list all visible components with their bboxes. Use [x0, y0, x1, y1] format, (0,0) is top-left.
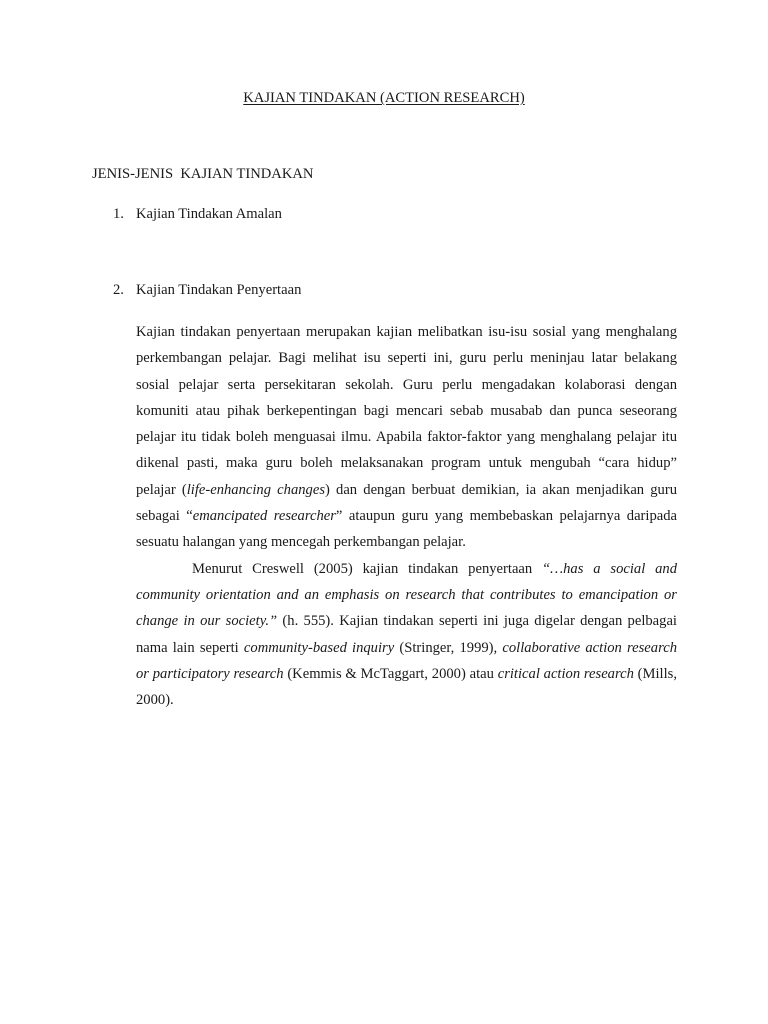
list-item-number: 2. — [113, 282, 124, 298]
paragraph-1 — [136, 319, 677, 556]
paragraph-text: (h. 555). Kajian tindakan seperti ini juga digelar dengan pelbagai nama lain seperti — [136, 613, 677, 656]
list-item-number: 1. — [113, 206, 124, 222]
italic-quote: “…has a social and community orientation and an emphasis on research that contributes to emancipation or change in our society.” — [136, 560, 677, 630]
italic-term: life-enhancing changes — [186, 481, 326, 498]
italic-term: collaborative action research or participatory research — [136, 639, 677, 682]
list-item — [113, 206, 282, 223]
paragraph-text: (Stringer, 1999), — [394, 639, 503, 656]
document-title: KAJIAN TINDAKAN (ACTION RESEARCH) — [243, 90, 525, 106]
paragraph-text: (Mills, 2000). — [136, 665, 677, 709]
paragraph-text: ) dan dengan berbuat demikian, ia akan menjadikan guru sebagai “ — [136, 481, 678, 525]
list-item-label: Kajian Tindakan Amalan — [136, 206, 282, 222]
body-text — [136, 319, 677, 713]
paragraph-text: Menurut Creswell (2005) kajian tindakan penyertaan — [192, 560, 543, 577]
italic-term: critical action research — [497, 665, 634, 682]
italic-term: emancipated researcher — [192, 508, 336, 525]
paragraph-text: (Kemmis & McTaggart, 2000) atau — [283, 665, 498, 682]
section-heading: JENIS-JENIS KAJIAN TINDAKAN — [92, 166, 314, 182]
paragraph-text: Kajian tindakan penyertaan merupakan kajian melibatkan isu-isu sosial yang menghalang perkembangan pelajar. Bagi melihat isu seperti ini, guru perlu meninjau latar belakang sosial pelajar serta persekitaran sekolah. Guru perlu mengadakan kolaborasi dengan komuniti atau pihak berkepentingan bagi mencari sebab musabab dan punca seseorang pelajar itu tidak boleh menguasai ilmu. Apabila faktor-faktor yang menghalang pelajar itu dikenal pasti, maka guru boleh melaksanakan program untuk mengubah “cara hidup” pelajar ( — [136, 324, 677, 498]
list-item-label: Kajian Tindakan Penyertaan — [136, 282, 302, 298]
paragraph-2 — [136, 556, 677, 714]
italic-term: community-based inquiry — [243, 639, 395, 656]
paragraph-text: ” ataupun guru yang membebaskan pelajarnya daripada sesuatu halangan yang mencegah perkembangan pelajar. — [136, 508, 678, 551]
list-item — [113, 282, 301, 299]
